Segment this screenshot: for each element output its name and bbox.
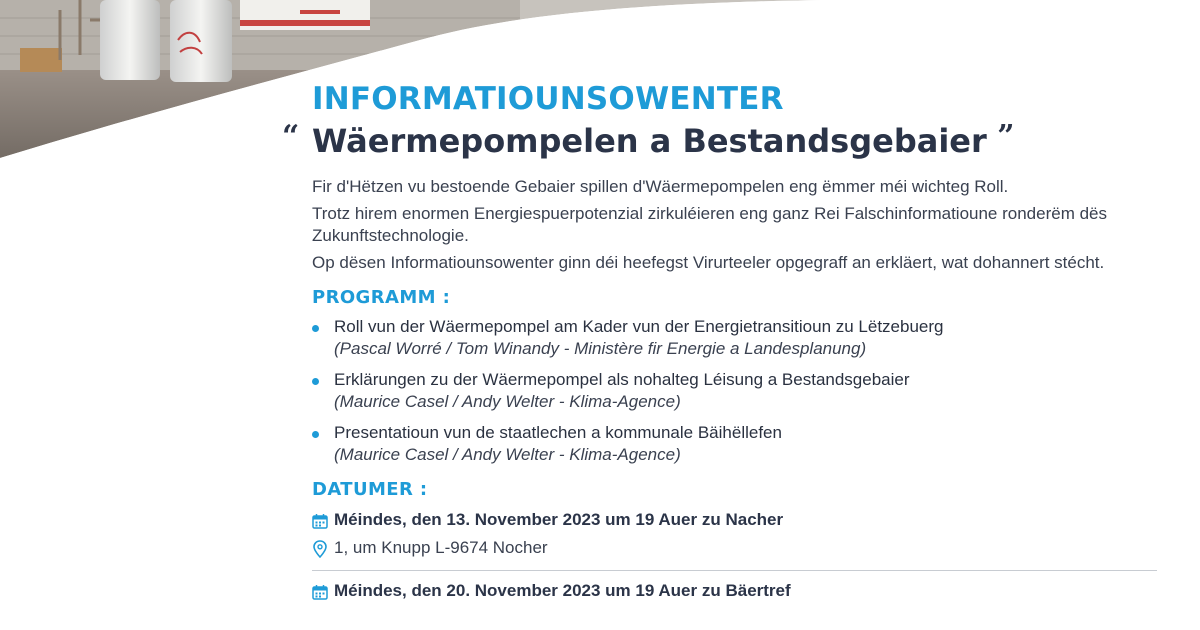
close-quote: ” [997, 119, 1015, 154]
intro-paragraph-1: Fir d'Hëtzen vu bestoende Gebaier spillen d'Wäermepompelen eng ëmmer méi wichteg Roll. [312, 177, 1009, 196]
event-date-text: Méindes, den 13. November 2023 um 19 Auer zu Nacher [334, 510, 784, 529]
intro-paragraph-3: Op dësen Informatiounsowenter ginn déi heefegst Virurteeler opgegraff an erkläert, wat dohannert stécht. [312, 253, 1105, 272]
program-item [312, 369, 1172, 413]
program-heading: PROGRAMM : [312, 287, 451, 308]
program-topic: Roll vun der Wäermepompel am Kader vun der Energietransitioun zu Lëtzebuerg [334, 317, 944, 336]
intro-paragraph-2: Trotz hirem enormen Energiespuerpotenzial zirkuléieren eng ganz Rei Falschinformatioune ronderëm dës Zukunftstechnologie. [312, 204, 1107, 245]
program-speakers: (Maurice Casel / Andy Welter - Klima-Agence) [334, 392, 681, 411]
program-topic: Erklärungen zu der Wäermepompel als nohalteg Léisung a Bestandsgebaier [334, 370, 910, 389]
date-line [312, 579, 1172, 603]
flyer-content [282, 80, 1172, 603]
calendar-icon [312, 583, 328, 599]
program-item [312, 422, 1172, 466]
program-speakers: (Pascal Worré / Tom Winandy - Ministère fir Energie a Landesplanung) [334, 339, 867, 358]
program-speakers: (Maurice Casel / Andy Welter - Klima-Agence) [334, 445, 681, 464]
location-line [312, 536, 1172, 560]
calendar-icon [312, 512, 328, 528]
program-list [312, 316, 1172, 466]
bullet-dot [312, 325, 319, 332]
event-date-1 [312, 508, 1172, 560]
dates-heading: DATUMER : [312, 479, 428, 500]
event-title: Wäermepompelen a Bestandsgebaier [312, 122, 987, 160]
event-location-text: 1, um Knupp L-9674 Nocher [334, 538, 548, 557]
title-row [282, 119, 1172, 164]
bullet-dot [312, 431, 319, 438]
program-topic: Presentatioun vun de staatlechen a kommunale Bäihëllefen [334, 423, 782, 442]
event-date-text: Méindes, den 20. November 2023 um 19 Auer zu Bäertref [334, 581, 791, 600]
map-pin-icon [312, 540, 328, 556]
divider [312, 570, 1157, 571]
event-date-2 [312, 579, 1172, 603]
event-kicker: INFORMATIOUNSOWENTER [312, 81, 784, 117]
date-line [312, 508, 1172, 532]
bullet-dot [312, 378, 319, 385]
program-item [312, 316, 1172, 360]
open-quote: “ [282, 119, 300, 154]
intro-text [312, 176, 1172, 274]
